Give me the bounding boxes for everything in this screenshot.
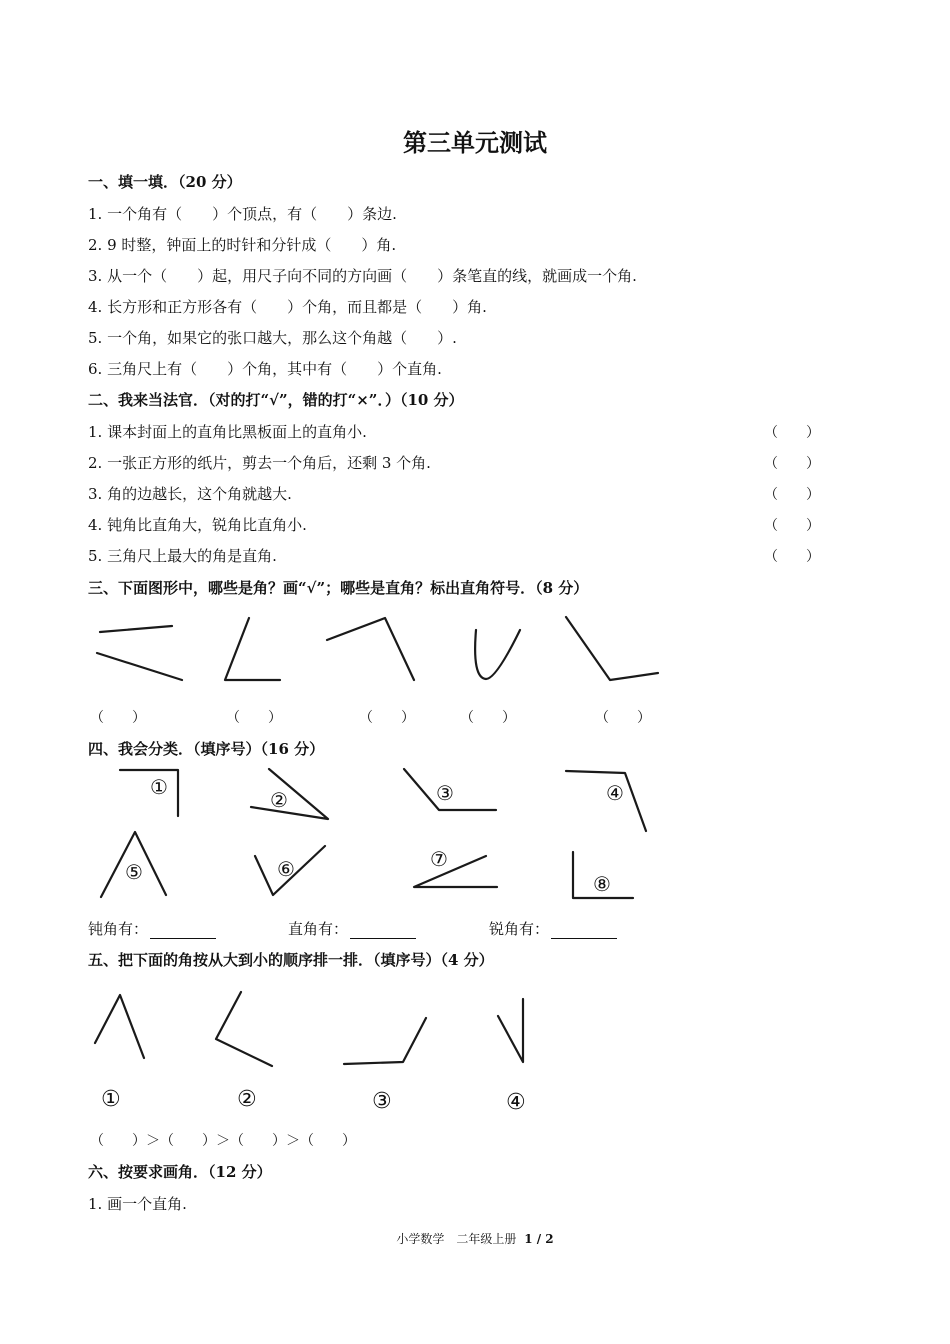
section-4-heading: 四、我会分类．（填序号）（16 分） — [88, 740, 325, 758]
acute-blank[interactable] — [551, 922, 617, 939]
section-6-heading: 六、按要求画角．（12 分） — [88, 1163, 272, 1181]
obtuse-label: 钝角有： — [88, 920, 149, 938]
s4-label-1: ① — [150, 775, 168, 799]
s4-label-2: ② — [270, 788, 288, 812]
judge-4: 4. 钝角比直角大，锐角比直角小. — [88, 516, 307, 534]
draw-question-1: 1. 画一个直角. — [88, 1195, 187, 1213]
s4-label-6: ⑥ — [277, 857, 295, 881]
s3-figure-5 — [566, 617, 658, 680]
s4-angle-2 — [251, 769, 328, 819]
right-label: 直角有： — [288, 920, 349, 938]
s5-label-4: ④ — [506, 1090, 526, 1115]
question-1-3: 3. 从一个（ ）起，用尺子向不同的方向画（ ）条笔直的线，就画成一个角. — [88, 267, 637, 285]
right-blank[interactable] — [350, 922, 416, 939]
section-1-heading: 一、填一填．（20 分） — [88, 173, 242, 191]
section-2-heading: 二、我来当法官．（对的打“√”，错的打“×”．）（10 分） — [88, 391, 464, 409]
s3-figure-4 — [475, 630, 520, 679]
s4-angle-7 — [414, 856, 497, 887]
judge-2-answer[interactable]: （ ） — [764, 456, 820, 472]
page-number: 1 / 2 — [524, 1232, 554, 1246]
obtuse-blank[interactable] — [150, 922, 216, 939]
right-answer-row — [288, 918, 416, 939]
s4-angle-1 — [120, 770, 178, 816]
s3-figure-2 — [225, 618, 280, 680]
question-1-2: 2. 9 时整，钟面上的时针和分针成（ ）角. — [88, 236, 397, 254]
s5-label-3: ③ — [372, 1089, 392, 1114]
judge-3: 3. 角的边越长，这个角就越大. — [88, 485, 292, 503]
judge-1: 1. 课本封面上的直角比黑板面上的直角小. — [88, 423, 367, 441]
s3-answer-3[interactable]: （ ） — [359, 710, 415, 726]
s3-answer-5[interactable]: （ ） — [595, 710, 651, 726]
s3-figure-1 — [97, 626, 182, 680]
s5-angle-4 — [498, 999, 523, 1062]
page-title: 第三单元测试 — [403, 128, 547, 157]
s3-figure-3 — [327, 618, 414, 680]
judge-3-answer[interactable]: （ ） — [764, 487, 820, 503]
obtuse-answer-row — [88, 918, 216, 939]
s5-angle-2 — [216, 992, 272, 1066]
acute-label: 锐角有： — [489, 920, 550, 938]
s4-label-5: ⑤ — [125, 860, 143, 884]
footer-subject: 小学数学 二年级上册 — [396, 1232, 517, 1246]
judge-4-answer[interactable]: （ ） — [764, 518, 820, 534]
question-1-1: 1. 一个角有（ ）个顶点，有（ ）条边. — [88, 205, 397, 223]
section-3-heading: 三、下面图形中，哪些是角？画“√”；哪些是直角？标出直角符号．（8 分） — [88, 579, 589, 597]
s5-label-2: ② — [237, 1087, 257, 1112]
section-5-heading: 五、把下面的角按从大到小的顺序排一排．（填序号）（4 分） — [88, 951, 494, 969]
judge-1-answer[interactable]: （ ） — [764, 425, 820, 441]
judge-5: 5. 三角尺上最大的角是直角. — [88, 547, 277, 565]
question-1-6: 6. 三角尺上有（ ）个角，其中有（ ）个直角. — [88, 360, 442, 378]
page-footer — [0, 1230, 950, 1247]
s5-angle-3 — [344, 1018, 426, 1064]
s3-answer-4[interactable]: （ ） — [460, 710, 516, 726]
s4-label-7: ⑦ — [430, 847, 448, 871]
s5-label-1: ① — [101, 1087, 121, 1112]
question-1-4: 4. 长方形和正方形各有（ ）个角，而且都是（ ）角. — [88, 298, 487, 316]
s5-angle-1 — [95, 995, 144, 1058]
s4-label-3: ③ — [436, 781, 454, 805]
s3-answer-1[interactable]: （ ） — [90, 710, 146, 726]
s4-label-8: ⑧ — [593, 872, 611, 896]
question-1-5: 5. 一个角，如果它的张口越大，那么这个角越（ ）. — [88, 329, 457, 347]
s4-label-4: ④ — [606, 781, 624, 805]
s3-answer-2[interactable]: （ ） — [226, 710, 282, 726]
judge-5-answer[interactable]: （ ） — [764, 549, 820, 565]
order-answer-line[interactable]: （ ）＞（ ）＞（ ）＞（ ） — [90, 1133, 356, 1149]
judge-2: 2. 一张正方形的纸片，剪去一个角后，还剩 3 个角. — [88, 454, 431, 472]
acute-answer-row — [489, 918, 617, 939]
